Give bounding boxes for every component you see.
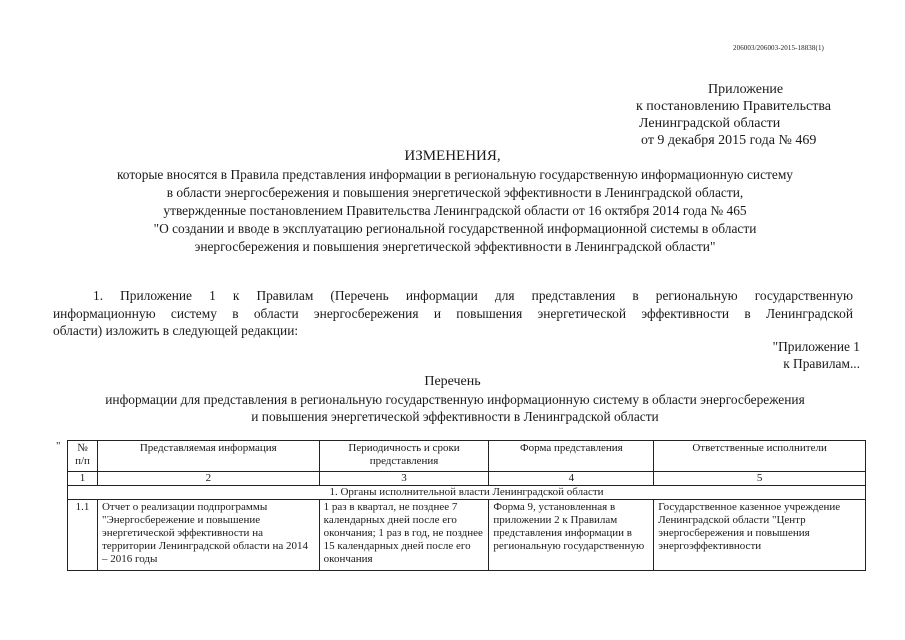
row-information: Отчет о реализации подпрограммы "Энергосбережение и повышение энергетической эффективности на территории Ленинградской области на 2014 – 2016 годы — [97, 500, 319, 571]
quoted-appendix-label — [700, 338, 860, 372]
quoted-appendix-line: "Приложение 1 — [772, 339, 860, 354]
paragraph-line: 1. Приложение 1 к Правилам (Перечень информации для представления в региональную государственную — [93, 288, 853, 303]
header-responsible: Ответственные исполнители — [654, 441, 866, 472]
section-title: 1. Органы исполнительной власти Ленинградской области — [68, 486, 866, 500]
subtitle-line: в области энергосбережения и повышения энергетической эффективности в Ленинградской области, — [166, 185, 744, 200]
column-number: 5 — [654, 472, 866, 486]
document-code: 206003/206003-2015-18838(1) — [733, 44, 824, 52]
header-information: Представляемая информация — [97, 441, 319, 472]
subtitle-line: "О создании и вводе в эксплуатацию региональной государственной информационной системы в области — [153, 221, 757, 236]
section-row — [68, 486, 866, 500]
subtitle-line: энергосбережения и повышения энергетической эффективности в Ленинградской области" — [194, 239, 716, 254]
appendix-block — [636, 81, 886, 149]
row-number: 1.1 — [68, 500, 98, 571]
information-table — [67, 440, 866, 571]
column-number: 3 — [319, 472, 489, 486]
column-number: 1 — [68, 472, 98, 486]
header-form: Форма представления — [489, 441, 654, 472]
table-header-row — [68, 441, 866, 472]
list-subtitle-line: информации для представления в региональную государственную информационную систему в области энергосбережения — [105, 392, 805, 407]
subtitle-block — [60, 166, 850, 256]
list-subtitle — [55, 391, 855, 425]
appendix-line: от 9 декабря 2015 года № 469 — [641, 133, 817, 148]
table-row — [68, 500, 866, 571]
quoted-appendix-line: к Правилам... — [783, 356, 860, 371]
appendix-line: Приложение — [708, 82, 784, 97]
paragraph-line: информационную систему в области энергосбережения и повышения энергетической эффективности в Ленинградской — [53, 305, 853, 321]
subtitle-line: которые вносятся в Правила представления информации в региональную государственную информационную систему — [116, 167, 793, 182]
row-form: Форма 9, установленная в приложении 2 к Правилам представления информации в региональную государственную — [489, 500, 654, 571]
subtitle-line: утвержденные постановлением Правительства Ленинградской области от 16 октября 2014 года № 465 — [163, 203, 747, 218]
page-title: ИЗМЕНЕНИЯ, — [404, 148, 501, 164]
row-responsible: Государственное казенное учреждение Ленинградской области "Центр энергосбережения и повышения энергоэффективности — [654, 500, 866, 571]
list-subtitle-line: и повышения энергетической эффективности в Ленинградской области — [251, 409, 659, 424]
header-period: Периодичность и сроки представления — [319, 441, 489, 472]
column-number: 4 — [489, 472, 654, 486]
column-number: 2 — [97, 472, 319, 486]
header-number: № п/п — [68, 441, 98, 472]
paragraph-1 — [53, 287, 853, 340]
row-period: 1 раз в квартал, не позднее 7 календарных дней после его окончания; 1 раз в год, не позднее 15 календарных дней после его окончания — [319, 500, 489, 571]
column-number-row — [68, 472, 866, 486]
appendix-line: к постановлению Правительства — [636, 99, 832, 114]
appendix-line: Ленинградской области — [639, 116, 781, 131]
list-title: Перечень — [424, 374, 481, 389]
opening-quote-mark: " — [56, 440, 61, 452]
paragraph-line: области) изложить в следующей редакции: — [53, 323, 299, 338]
